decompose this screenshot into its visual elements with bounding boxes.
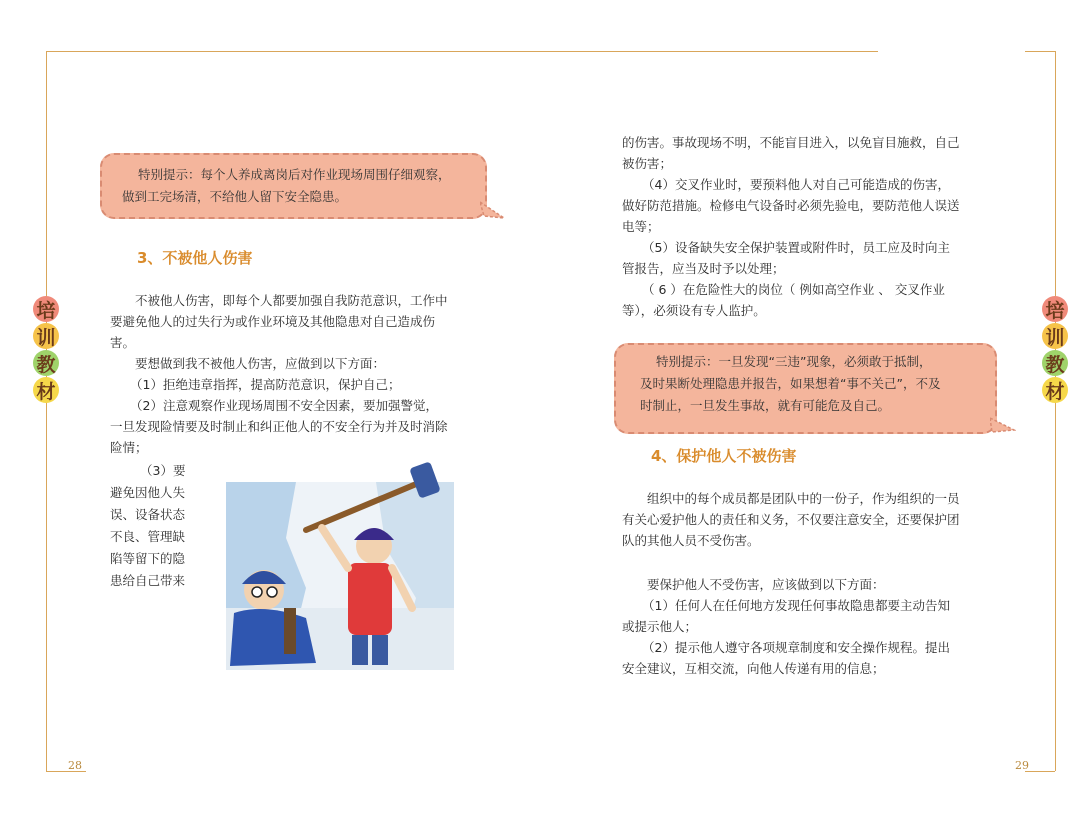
right-intro (622, 488, 982, 551)
text-line: 误、设备状态 (110, 507, 186, 522)
side-tab-char: 训 (33, 323, 59, 349)
side-tab-right (1041, 296, 1069, 404)
frame-top-left (46, 51, 878, 52)
right-tip-bubble (614, 343, 997, 434)
text-line: （1）拒绝违章指挥，提高防范意识，保护自己； (130, 377, 401, 392)
text-line: 的伤害。事故现场不明，不能盲目进入，以免盲目施救，自己 (622, 135, 960, 150)
text-line: （5）设备缺失安全保护装置或附件时，员工应及时向主 (642, 240, 950, 255)
text-line: 一旦发现险情要及时制止和纠正他人的不安全行为并及时消除 (110, 419, 448, 434)
frame-bottom-right (1025, 771, 1055, 772)
text-line: （2）注意观察作业现场周围不安全因素，要加强警觉， (130, 398, 438, 413)
side-tab-char: 训 (1042, 323, 1068, 349)
side-tab-char: 材 (1042, 377, 1068, 403)
text-line: 不良、管理缺 (110, 529, 186, 544)
tip-line: 特别提示：每个人养成离岗后对作业现场周围仔细观察， (138, 167, 451, 182)
text-line: 等），必须设有专人监护。 (622, 303, 766, 318)
text-line: 陷等留下的隐 (110, 551, 186, 566)
text-line: 组织中的每个成员都是团队中的一份子，作为组织的一员 (647, 491, 960, 506)
text-line: 避免因他人失 (110, 485, 186, 500)
worker-hammer-illustration (226, 458, 454, 670)
right-top-text (622, 132, 982, 321)
frame-left-vertical (46, 51, 47, 771)
text-line: 做好防范措施。检修电气设备时必须先验电，要防范他人误送 (622, 198, 960, 213)
text-line: 管报告，应当及时予以处理； (622, 261, 785, 276)
text-line: 患给自己带来 (110, 573, 186, 588)
text-line: （4）交叉作业时，要预料他人对自己可能造成的伤害， (642, 177, 950, 192)
page-number-left: 28 (68, 759, 82, 772)
bubble-tail-icon (480, 200, 506, 222)
text-line: （1）任何人在任何地方发现任何事故隐患都要主动告知 (642, 598, 950, 613)
side-tab-char: 材 (33, 377, 59, 403)
text-line: 电等； (622, 219, 660, 234)
text-line: （3）要 (140, 463, 186, 478)
left-item3 (110, 460, 200, 592)
text-line: 不被他人伤害，即每个人都要加强自我防范意识，工作中 (135, 293, 448, 308)
frame-top-right (1025, 51, 1055, 52)
bubble-tail-icon (990, 416, 1016, 436)
side-tab-char: 教 (1042, 350, 1068, 376)
side-tab-char: 培 (1042, 296, 1068, 322)
left-intro (110, 290, 480, 458)
text-line: 要想做到我不被他人伤害，应做到以下方面： (135, 356, 386, 371)
section-heading-3: 3、不被他人伤害 (137, 249, 253, 267)
text-line: 要避免他人的过失行为或作业环境及其他隐患对自己造成伤 (110, 314, 436, 329)
page-number-right: 29 (1015, 759, 1029, 772)
text-line: （ 6 ）在危险性大的岗位（ 例如高空作业 、 交叉作业 (642, 282, 945, 297)
left-tip-bubble (100, 153, 487, 219)
text-line: 被伤害； (622, 156, 673, 171)
section-heading-4: 4、保护他人不被伤害 (651, 447, 797, 465)
text-line: 有关心爱护他人的责任和义务，不仅要注意安全，还要保护团 (622, 512, 960, 527)
frame-right-vertical (1055, 51, 1056, 771)
text-line: 害。 (110, 335, 136, 350)
text-line: 险情； (110, 440, 148, 455)
text-line: 或提示他人； (622, 619, 698, 634)
side-tab-char: 培 (33, 296, 59, 322)
text-line: （2）提示他人遵守各项规章制度和安全操作规程。提出 (642, 640, 950, 655)
side-tab-char: 教 (33, 350, 59, 376)
tip-line: 及时果断处理隐患并报告，如果想着“事不关己”，不及 (640, 376, 941, 391)
tip-line: 特别提示：一旦发现“三违”现象，必须敢于抵制， (656, 354, 932, 369)
text-line: 要保护他人不受伤害，应该做到以下方面： (647, 577, 885, 592)
right-list (622, 574, 982, 679)
text-line: 安全建议，互相交流，向他人传递有用的信息； (622, 661, 885, 676)
text-line: 队的其他人员不受伤害。 (622, 533, 760, 548)
tip-line: 做到工完场清，不给他人留下安全隐患。 (122, 189, 348, 204)
tip-line: 时制止，一旦发生事故，就有可能危及自己。 (640, 398, 891, 413)
side-tab-left (32, 296, 60, 404)
